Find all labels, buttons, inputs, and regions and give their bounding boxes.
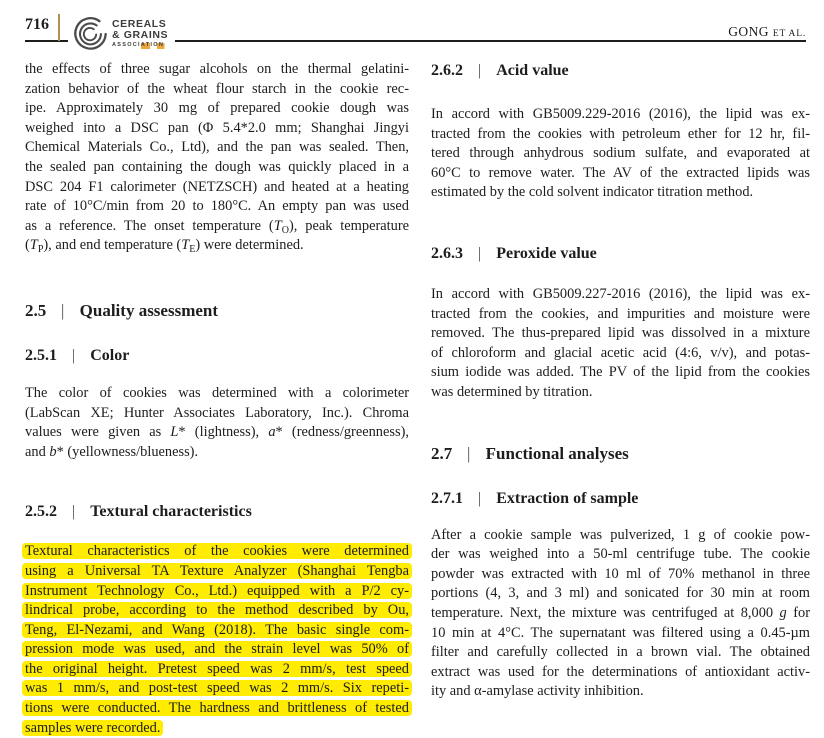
section-title: Functional analyses bbox=[485, 443, 629, 463]
left-column bbox=[25, 60, 409, 738]
section-heading-2-5-2 bbox=[25, 501, 409, 522]
heading-divider: | bbox=[478, 489, 481, 507]
heading-divider: | bbox=[478, 244, 481, 262]
text-line: tered through anhydrous sodium sulfate, and evaporated at bbox=[431, 145, 810, 162]
text-line: portions (4, 3, and 3 ml) and sonicated for 30 min at room bbox=[431, 585, 810, 602]
text-line: Teng, El-Nezami, and Wang (2018). The basic single com- bbox=[25, 621, 409, 641]
page-number: 716 bbox=[25, 16, 49, 33]
heading-divider: | bbox=[478, 62, 481, 79]
text-line: samples were recorded. bbox=[25, 719, 409, 738]
running-head-author: GONG bbox=[728, 24, 769, 39]
text-line: Instrument Technology Co., Ltd.) equipped with a P/2 cy- bbox=[25, 582, 409, 602]
heading-divider: | bbox=[72, 346, 75, 364]
text-line: In accord with GB5009.227-2016 (2016), the lipid was ex- bbox=[431, 285, 810, 302]
text-line: rate of 10°C/min from 20 to 180°C. An empty pan was used bbox=[25, 198, 409, 215]
paragraph-acid-value bbox=[431, 105, 810, 203]
text-line: the original height. Pretest speed was 2 mm/s, test speed bbox=[25, 660, 409, 680]
text-line: temperature. Next, the mixture was centrifuged at 8,000 g for bbox=[431, 604, 810, 621]
text-line: removed. The thus-prepared lipid was dissolved in a mixture bbox=[431, 325, 810, 342]
running-head bbox=[728, 23, 806, 41]
text-line: lindrical probe, according to the method described by Ou, bbox=[25, 601, 409, 621]
cereals-grains-logo bbox=[68, 15, 175, 53]
section-number: 2.7 bbox=[431, 443, 453, 463]
text-line: The color of cookies was determined with a colorimeter bbox=[25, 384, 409, 401]
section-title: Textural characteristics bbox=[90, 503, 252, 521]
text-line: zation behavior of the wheat flour starch in the cookie rec- bbox=[25, 80, 409, 97]
text-line: was 1 mm/s, and post-test speed was 2 mm/s. Six repeti- bbox=[25, 679, 409, 699]
text-line: In accord with GB5009.229-2016 (2016), the lipid was ex- bbox=[431, 106, 810, 122]
text-line: $(T_P)$, and end temperature $(T_E)$ were determined. bbox=[25, 237, 304, 256]
text-line: as a reference. The onset temperature $(T_O)$, peak temperature bbox=[25, 217, 410, 236]
section-title: Peroxide value bbox=[496, 244, 597, 262]
section-heading-2-6-3 bbox=[431, 243, 810, 264]
paragraph-dsc-continuation bbox=[25, 60, 409, 256]
paragraph-texture-highlighted bbox=[25, 542, 409, 738]
heading-divider: | bbox=[61, 300, 65, 320]
section-heading-2-5-1 bbox=[25, 345, 409, 366]
running-head-etal: ET AL. bbox=[772, 29, 806, 39]
text-line: the effects of three sugar alcohols on the thermal gelatini- bbox=[25, 61, 409, 77]
text-line: ipe. Approximately 30 mg of prepared cookie dough was bbox=[25, 100, 409, 117]
text-line: and b* (yellowness/blueness). bbox=[25, 443, 199, 460]
section-number: 2.6.2 bbox=[431, 62, 463, 79]
text-line: sium iodide was added. The PV of the lipid from the cookies bbox=[431, 364, 810, 381]
text-line: of chloroform and glacial acetic acid (4:6, v/v), and potas- bbox=[431, 344, 810, 361]
text-line: der was weighed into a 50-ml centrifuge tube. The cookie bbox=[431, 546, 810, 563]
right-column bbox=[431, 60, 810, 702]
text-line: After a cookie sample was pulverized, 1 g of cookie pow- bbox=[431, 526, 810, 543]
section-title: Color bbox=[90, 346, 130, 364]
section-number: 2.5.2 bbox=[25, 503, 57, 521]
heading-divider: | bbox=[467, 443, 471, 463]
text-line: values were given as L* (lightness), a* (redness/greenness), bbox=[25, 424, 409, 441]
section-title: Acid value bbox=[496, 62, 569, 79]
section-title: Quality assessment bbox=[79, 300, 219, 320]
section-heading-2-5 bbox=[25, 300, 409, 321]
section-title: Extraction of sample bbox=[496, 489, 639, 507]
text-line: powder was extracted with 10 ml of 70% methanol in three bbox=[431, 565, 810, 582]
paragraph-color bbox=[25, 384, 409, 462]
text-line: ity and α-amylase activity inhibition. bbox=[431, 683, 644, 700]
text-line: tracted from the cookies, and impurities and moisture were bbox=[431, 305, 810, 322]
text-line: 10 min at 4°C. The supernatant was filtered using a 0.45-µm bbox=[431, 624, 810, 641]
text-line: Textural characteristics of the cookies were determined bbox=[25, 542, 409, 562]
text-line: was determined by titration. bbox=[431, 383, 593, 400]
text-line: DSC 204 F1 calorimeter (NETZSCH) and heated at a heating bbox=[25, 178, 409, 195]
text-line: pression mode was used, and the strain level was 50% of bbox=[25, 640, 409, 660]
text-line: filter and carefully collected in a brown vial. The obtained bbox=[431, 644, 810, 661]
text-line: weighed into a DSC pan (Φ 5.4*2.0 mm; Shanghai Jingyi bbox=[25, 119, 409, 136]
section-number: 2.7.1 bbox=[431, 489, 463, 507]
text-line: extract was used for the determinations of antioxidant activ- bbox=[431, 663, 810, 680]
text-line: the sealed pan containing the dough was quickly placed in a bbox=[25, 158, 409, 175]
logo-line-cereals: CEREALS bbox=[112, 18, 167, 31]
section-heading-2-6-2 bbox=[431, 60, 810, 81]
text-line: (LabScan XE; Hunter Associates Laboratory, Inc.). Chroma bbox=[25, 404, 409, 421]
text-line: using a Universal TA Texture Analyzer (Shanghai Tengba bbox=[25, 562, 409, 582]
header-accent-bar bbox=[58, 14, 60, 41]
section-heading-2-7-1 bbox=[431, 488, 810, 509]
text-line: tracted from the cookies with petroleum ether for 12 hr, fil- bbox=[431, 125, 810, 142]
heading-divider: | bbox=[72, 503, 75, 521]
text-line: Chemical Materials Co., Ltd), and the pan was sealed. Then, bbox=[25, 139, 409, 156]
text-line: tions were conducted. The hardness and brittleness of tested bbox=[25, 699, 409, 719]
paragraph-extraction bbox=[431, 526, 810, 702]
section-heading-2-7 bbox=[431, 443, 810, 464]
grain-swirl-icon bbox=[71, 15, 109, 53]
text-line: 60°C to remove water. The AV of the extracted lipids was bbox=[431, 164, 810, 181]
paragraph-peroxide-value bbox=[431, 285, 810, 403]
section-number: 2.5.1 bbox=[25, 346, 57, 364]
logo-wordmark bbox=[112, 19, 168, 48]
section-number: 2.5 bbox=[25, 300, 47, 320]
text-line: estimated by the cold solvent indicator titration method. bbox=[431, 184, 754, 201]
logo-line-grains: & GRAINS bbox=[112, 29, 169, 42]
logo-line-association: ASSOCIATION bbox=[112, 43, 168, 49]
section-number: 2.6.3 bbox=[431, 244, 463, 262]
